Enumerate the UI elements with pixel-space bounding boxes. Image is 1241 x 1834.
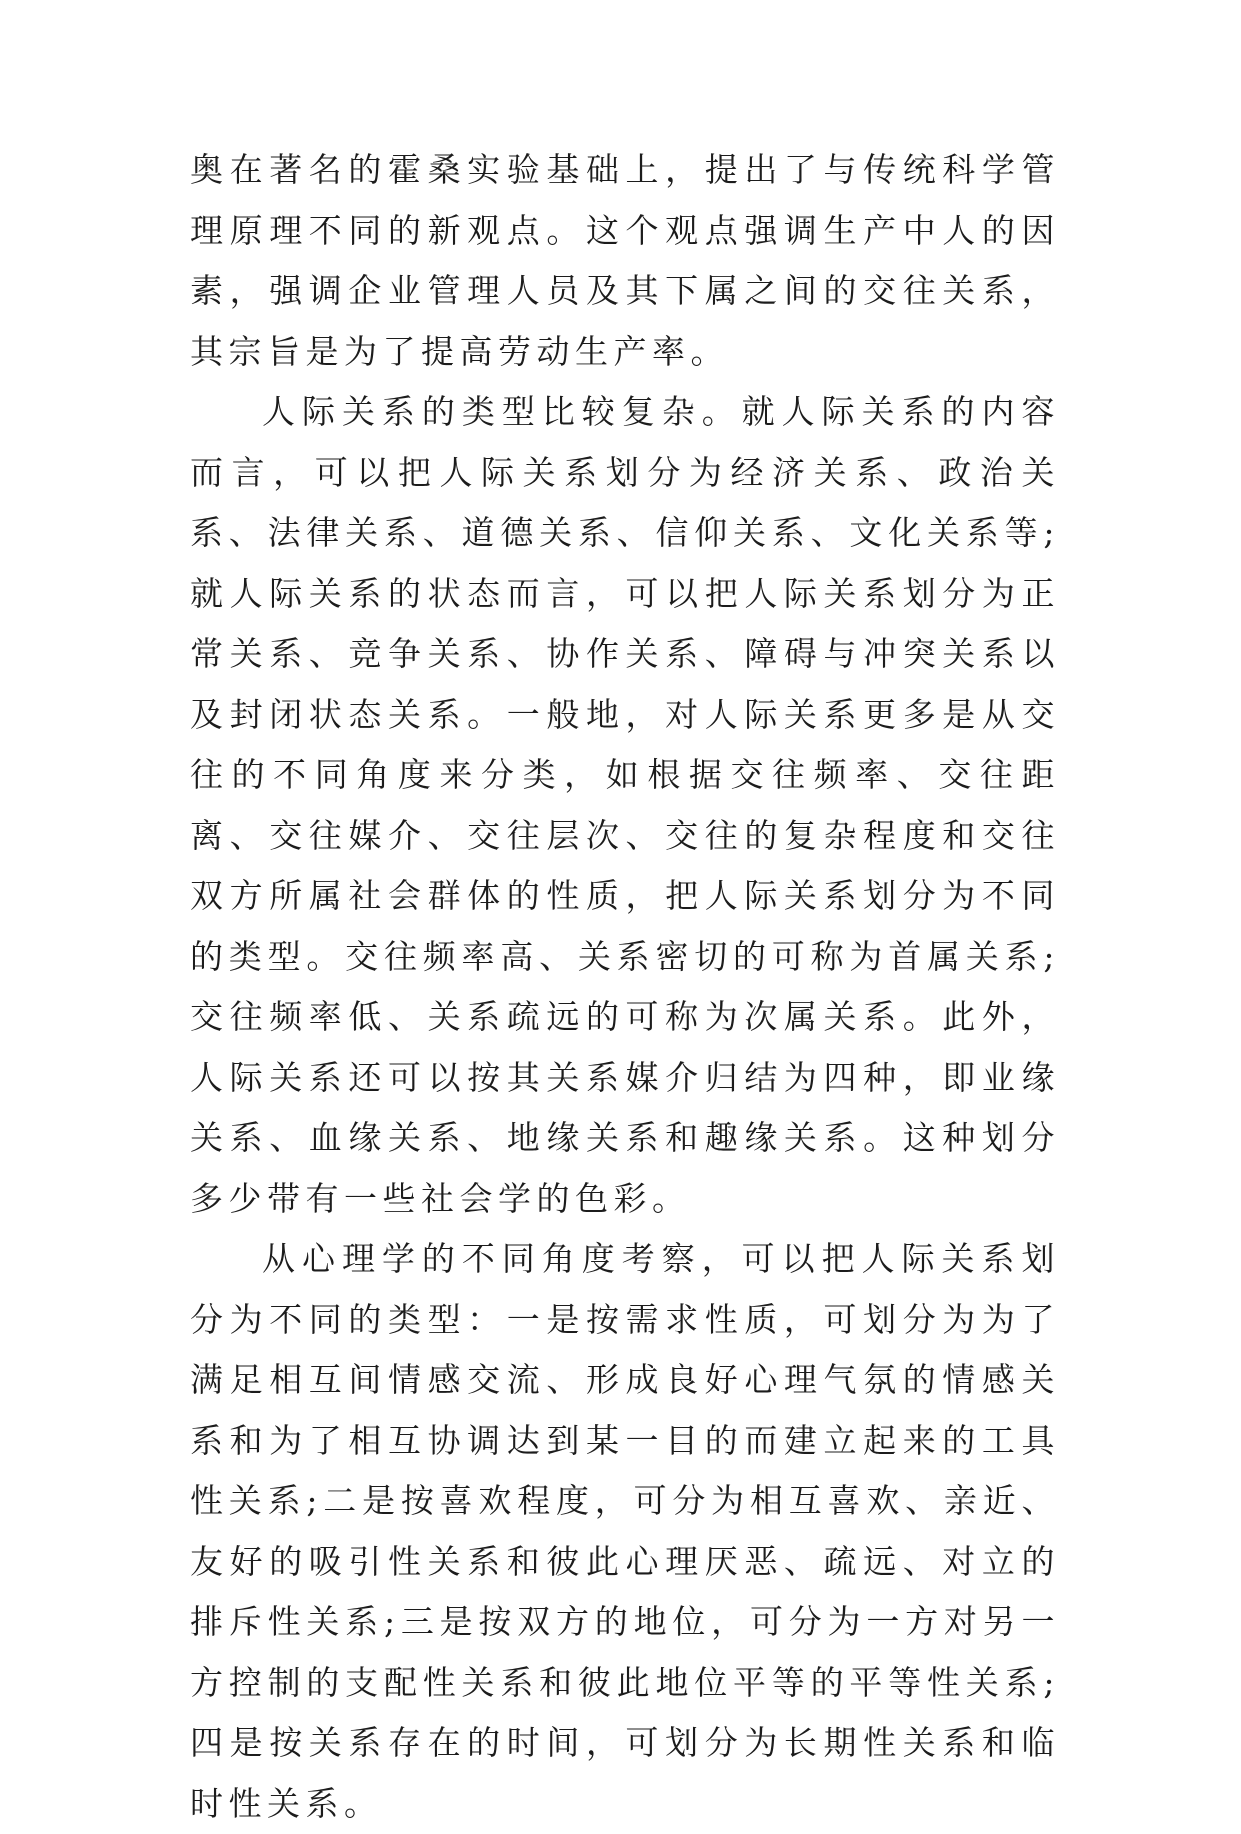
document-page (190, 140, 1060, 1834)
paragraph-3: 从心理学的不同角度考察，可以把人际关系划分为不同的类型：一是按需求性质，可划分为为了满足相互间情感交流、形成良好心理气氛的情感关系和为了相互协调达到某一目的而建立起来的工具性关系;二是按喜欢程度，可分为相互喜欢、亲近、友好的吸引性关系和彼此心理厌恶、疏远、对立的排斥性关系;三是按双方的地位，可分为一方对另一方控制的支配性关系和彼此地位平等的平等性关系;四是按关系存在的时间，可划分为长期性关系和临时性关系。 (190, 1239, 1060, 1823)
paragraph-2: 人际关系的类型比较复杂。就人际关系的内容而言，可以把人际关系划分为经济关系、政治关系、法律关系、道德关系、信仰关系、文化关系等;就人际关系的状态而言，可以把人际关系划分为正常关系、竞争关系、协作关系、障碍与冲突关系以及封闭状态关系。一般地，对人际关系更多是从交往的不同角度来分类，如根据交往频率、交往距离、交往媒介、交往层次、交往的复杂程度和交往双方所属社会群体的性质，把人际关系划分为不同的类型。交往频率高、关系密切的可称为首属关系;交往频率低、关系疏远的可称为次属关系。此外，人际关系还可以按其关系媒介归结为四种，即业缘关系、血缘关系、地缘关系和趣缘关系。这种划分多少带有一些社会学的色彩。 (190, 392, 1060, 1218)
paragraph-1: 奥在著名的霍桑实验基础上，提出了与传统科学管理原理不同的新观点。这个观点强调生产中人的因素，强调企业管理人员及其下属之间的交往关系，其宗旨是为了提高劳动生产率。 (190, 150, 1060, 371)
